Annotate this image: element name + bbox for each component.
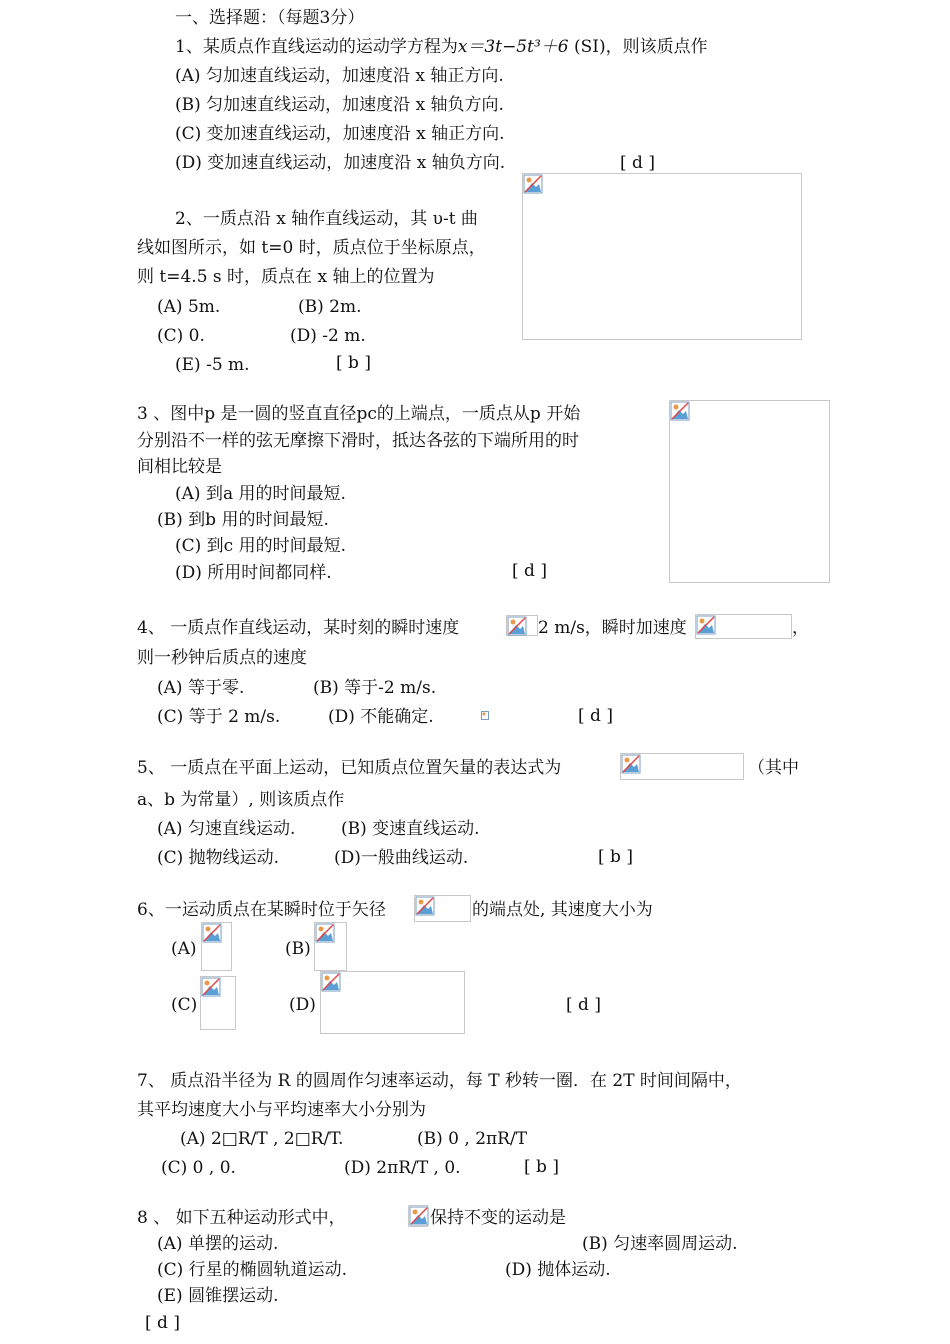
q6-option-c-image <box>200 976 236 1030</box>
broken-image-icon <box>202 923 222 943</box>
q5-line1-post: （其中 <box>748 758 799 778</box>
q2-option-a: (A) 5m. <box>157 297 221 317</box>
q5-line1-pre: 5、 一质点在平面上运动，已知质点位置矢量的表达式为 <box>137 758 562 778</box>
q6-option-a-image <box>201 922 232 971</box>
q1-option-a: (A) 匀加速直线运动，加速度沿 x 轴正方向. <box>175 66 504 86</box>
q2-line2: 线如图所示，如 t=0 时，质点位于坐标原点， <box>137 238 486 258</box>
q1-option-c: (C) 变加速直线运动，加速度沿 x 轴正方向. <box>175 124 505 144</box>
q1-equation: x＝3t−5t³＋6 <box>457 37 569 57</box>
q5-option-a: (A) 匀速直线运动. <box>157 819 296 839</box>
q8-option-e: (E) 圆锥摆运动. <box>157 1286 279 1306</box>
q3-circle-figure-image <box>669 400 830 583</box>
q4-line1-post: ， <box>792 618 809 638</box>
q5-option-d: (D)一般曲线运动. <box>334 848 469 868</box>
q7-option-b: (B) 0 , 2πR/T <box>417 1129 528 1149</box>
broken-image-icon <box>507 616 527 636</box>
q6-line1-pre: 6、一运动质点在某瞬时位于矢径 <box>137 900 386 920</box>
q4-answer: [ d ] <box>578 706 613 726</box>
q3-line2: 分别沿不一样的弦无摩擦下滑时，抵达各弦的下端所用的时 <box>137 431 579 451</box>
broken-image-icon <box>415 896 435 916</box>
q2-line3: 则 t=4.5 s 时，质点在 x 轴上的位置为 <box>137 267 435 287</box>
q2-option-d: (D) -2 m. <box>290 326 366 346</box>
q6-line1-post: 的端点处, 其速度大小为 <box>472 900 653 920</box>
q6-answer: [ d ] <box>566 995 601 1015</box>
q8-option-d: (D) 抛体运动. <box>505 1260 611 1280</box>
section-title: 一、选择题：（每题3分） <box>175 8 365 28</box>
q7-option-d: (D) 2πR/T , 0. <box>344 1158 461 1178</box>
q3-option-b: (B) 到b 用的时间最短. <box>157 510 329 530</box>
q6-radius-vector-image <box>414 895 471 922</box>
q2-line1: 2、一质点沿 x 轴作直线运动，其 υ-t 曲 <box>175 209 478 229</box>
q1-answer: [ d ] <box>620 153 655 173</box>
q3-line3: 间相比较是 <box>137 457 222 477</box>
q6-option-b: (B) <box>285 939 311 959</box>
q8-option-b: (B) 匀速率圆周运动. <box>582 1234 738 1254</box>
broken-image-icon <box>201 977 221 997</box>
q6-option-a: (A) <box>171 939 197 959</box>
q6-option-c: (C) <box>171 995 198 1015</box>
q4-option-a: (A) 等于零. <box>157 678 245 698</box>
broken-image-icon <box>621 754 641 774</box>
broken-image-icon <box>409 1206 429 1226</box>
q4-line1-mid: 2 m/s，瞬时加速度 <box>538 618 687 638</box>
q3-option-a: (A) 到a 用的时间最短. <box>175 484 346 504</box>
q8-line1-post: 保持不变的运动是 <box>430 1208 566 1228</box>
q2-vt-graph-image <box>522 173 802 340</box>
q4-option-b: (B) 等于-2 m/s. <box>313 678 437 698</box>
q2-option-b: (B) 2m. <box>298 297 362 317</box>
q7-option-a: (A) 2□R/T , 2□R/T. <box>180 1129 344 1149</box>
q1-stem: 1、某质点作直线运动的运动学方程为x＝3t−5t³＋6 (SI)，则该质点作 <box>175 37 708 57</box>
q4-option-d: (D) 不能确定. <box>328 707 434 727</box>
broken-image-icon <box>481 711 489 720</box>
q3-line1: 3 、图中p 是一圆的竖直直径pc的上端点，一质点从p 开始 <box>137 404 581 424</box>
broken-image-icon <box>321 972 341 992</box>
q4-velocity-formula-image <box>506 615 538 636</box>
q8-answer: [ d ] <box>145 1313 180 1333</box>
q3-option-d: (D) 所用时间都同样. <box>175 563 332 583</box>
q4-acceleration-formula-image <box>695 614 792 639</box>
q5-position-vector-image <box>620 753 744 780</box>
q6-option-d: (D) <box>289 995 316 1015</box>
broken-image-icon <box>315 923 335 943</box>
q7-line2: 其平均速度大小与平均速率大小分别为 <box>137 1100 426 1120</box>
q3-option-c: (C) 到c 用的时间最短. <box>175 536 347 556</box>
q6-option-d-image <box>320 971 465 1034</box>
q5-line2: a、b 为常量）, 则该质点作 <box>137 790 345 810</box>
q2-answer: [ b ] <box>336 353 371 373</box>
q7-option-c: (C) 0 , 0. <box>161 1158 236 1178</box>
q8-line1-pre: 8 、 如下五种运动形式中， <box>137 1208 346 1228</box>
q7-line1: 7、 质点沿半径为 R 的圆周作匀速率运动，每 T 秒转一圈．在 2T 时间间隔中， <box>137 1071 742 1091</box>
broken-image-icon <box>696 615 716 635</box>
q8-formula-image <box>408 1205 428 1227</box>
q3-answer: [ d ] <box>512 561 547 581</box>
q5-option-c: (C) 抛物线运动. <box>157 848 280 868</box>
q4-line2: 则一秒钟后质点的速度 <box>137 648 307 668</box>
q2-option-c: (C) 0. <box>157 326 205 346</box>
q5-answer: [ b ] <box>598 847 633 867</box>
q4-line1-pre: 4、 一质点作直线运动，某时刻的瞬时速度 <box>137 618 460 638</box>
broken-image-icon <box>670 401 690 421</box>
q8-option-a: (A) 单摆的运动. <box>157 1234 279 1254</box>
q1-option-b: (B) 匀加速直线运动，加速度沿 x 轴负方向. <box>175 95 504 115</box>
q1-option-d: (D) 变加速直线运动，加速度沿 x 轴负方向. <box>175 153 506 173</box>
q6-option-b-image <box>314 922 347 971</box>
q4-small-image <box>481 711 488 720</box>
q7-answer: [ b ] <box>524 1157 559 1177</box>
q4-option-c: (C) 等于 2 m/s. <box>157 707 281 727</box>
q8-option-c: (C) 行星的椭圆轨道运动. <box>157 1260 348 1280</box>
broken-image-icon <box>523 174 543 194</box>
q2-option-e: (E) -5 m. <box>175 355 250 375</box>
q5-option-b: (B) 变速直线运动. <box>341 819 480 839</box>
